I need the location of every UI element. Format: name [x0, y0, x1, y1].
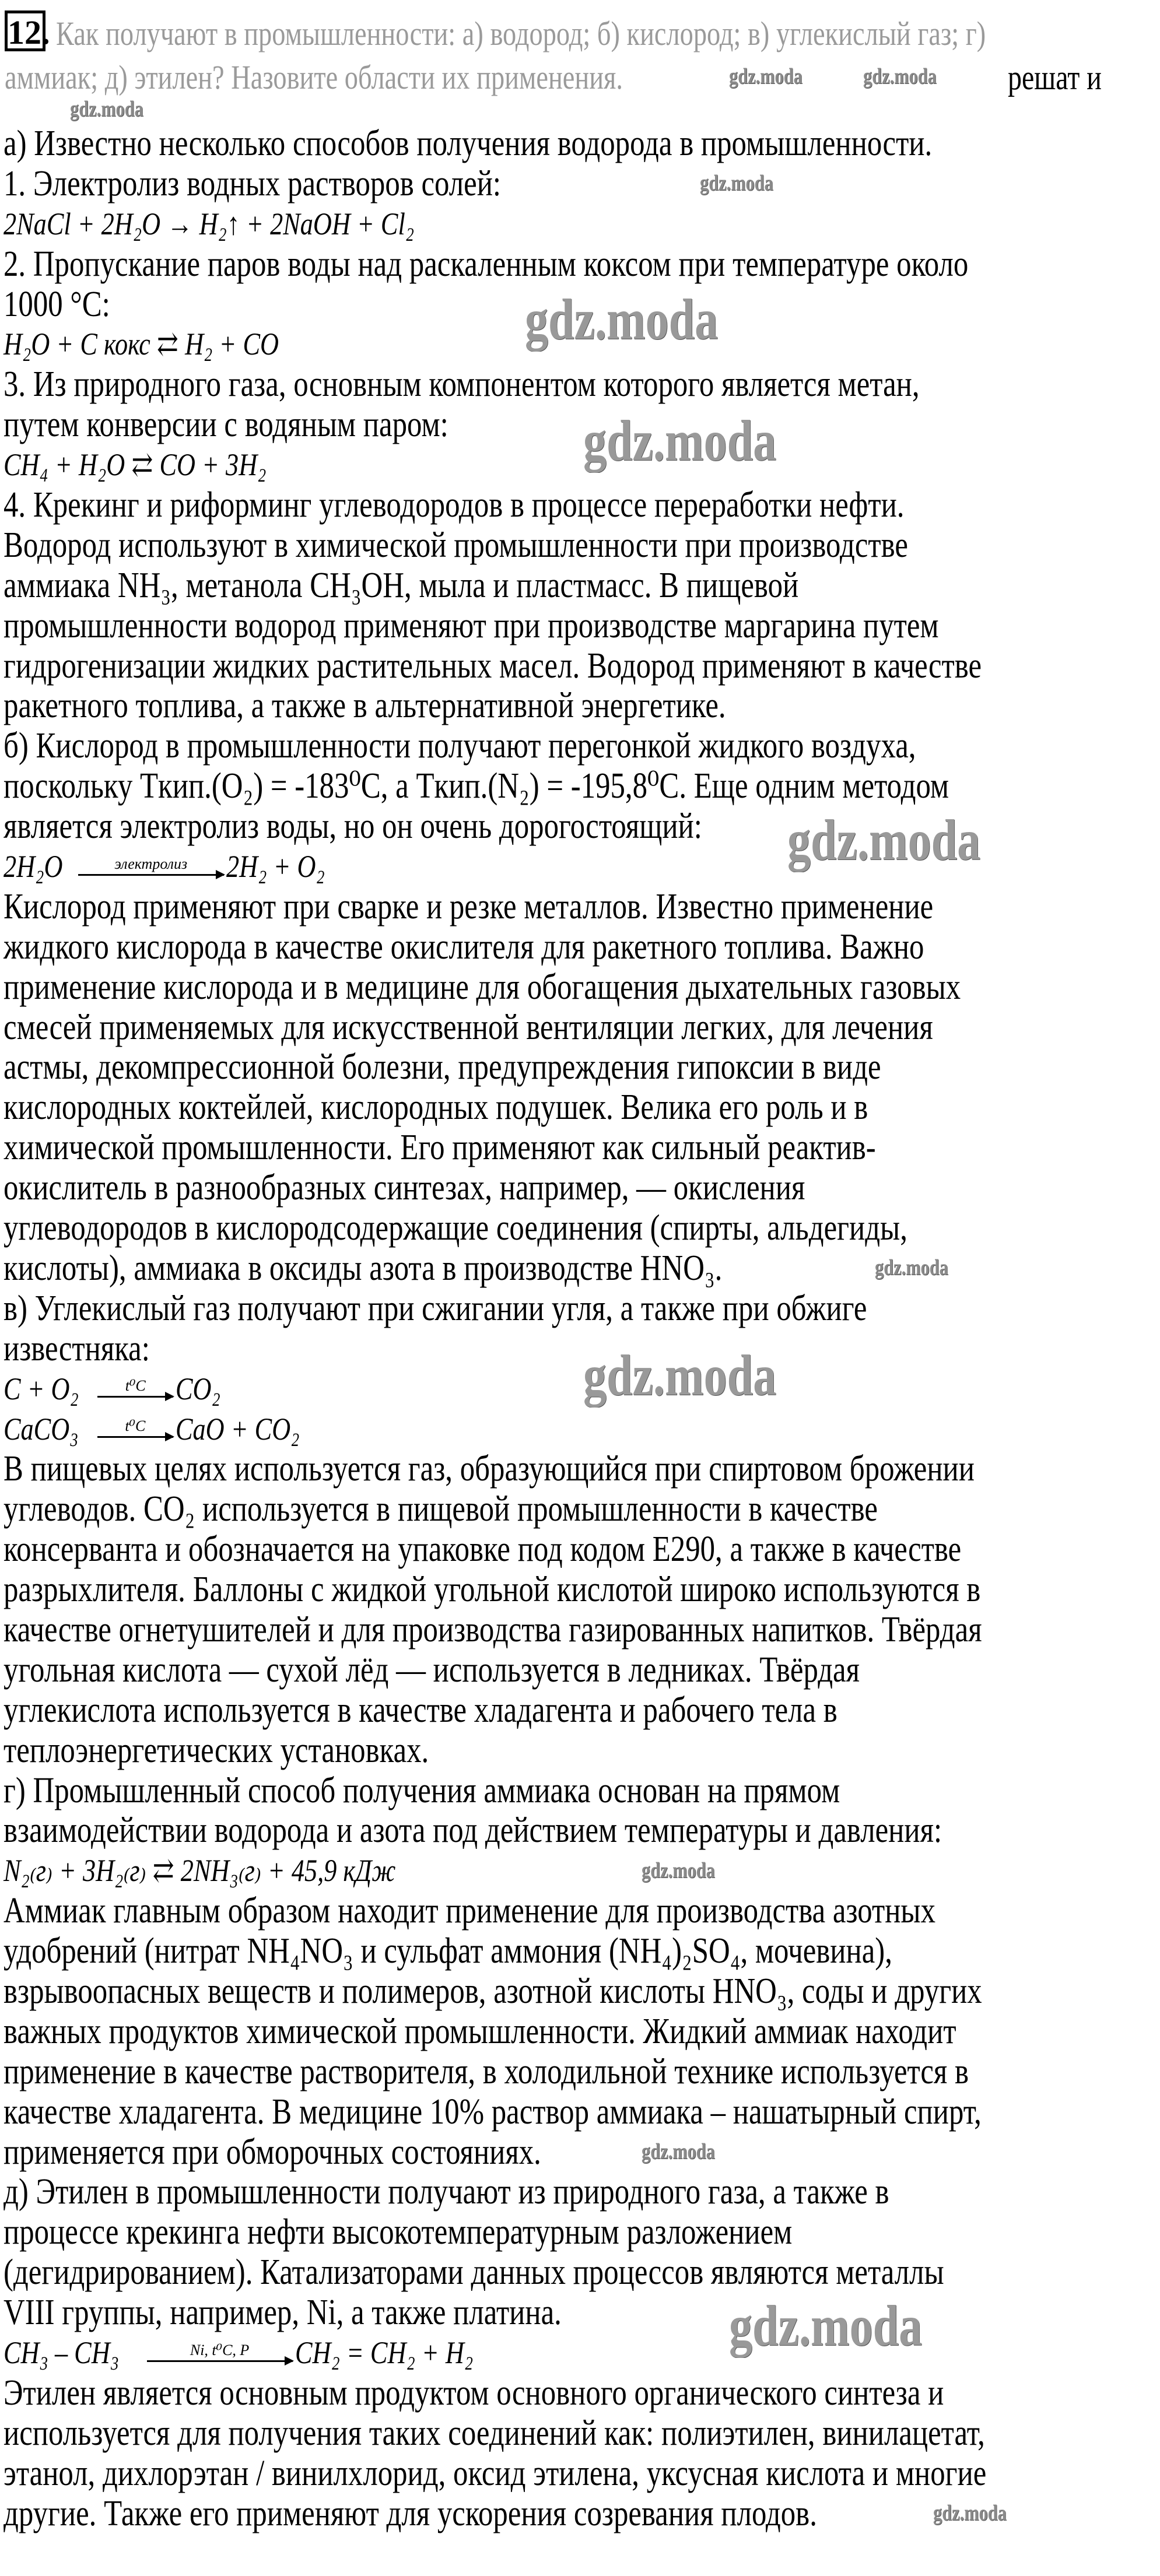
text-line — [3, 1008, 1155, 1048]
text-line — [3, 1047, 1155, 1087]
line-text: Кислород применяют при сварке и резке металлов. Известно применение — [3, 886, 934, 926]
line-text: 1000 °C: — [3, 284, 110, 324]
line-text: угольная кислота — сухой лёд — используется в ледниках. Твёрдая — [3, 1650, 860, 1690]
question-number: 12. — [5, 10, 45, 51]
line-text: Водород используют в химической промышленности при производстве — [3, 525, 908, 565]
reaction-condition: Ni, t⁰C, P — [190, 2341, 250, 2359]
reaction-condition: t⁰C — [125, 1377, 146, 1395]
text-line — [3, 646, 1155, 686]
line-text: взрывоопасных веществ и полимеров, азотной кислоты HNO₃, соды и других — [3, 1971, 982, 2011]
text-line — [3, 887, 1155, 927]
reaction-arrow-icon — [97, 1417, 173, 1441]
text-line — [3, 967, 1155, 1008]
line-text: поскольку Tкип.(O₂) = -183⁰C, а Tкип.(N₂) = -195,8⁰C. Еще одним методом — [3, 766, 949, 806]
text-line — [3, 2012, 1155, 2052]
text-line — [3, 1690, 1155, 1731]
watermark-logo: gdz.moda — [729, 2293, 923, 2358]
line-text: смесей применяемых для искусственной вентиляции легких, для лечения — [3, 1007, 933, 1047]
text-line — [3, 1891, 1155, 1931]
text-line — [3, 244, 1155, 285]
text-line — [3, 2413, 1155, 2454]
line-text: аммиака NH₃, метанола CH₃OH, мыла и пластмасс. В пищевой — [3, 565, 799, 605]
text-line — [3, 566, 1155, 606]
watermark-logo: gdz.moda — [642, 2139, 715, 2164]
line-text: а) Известно несколько способов получения водорода в промышленности. — [3, 124, 933, 163]
line-text: известняка: — [3, 1328, 150, 1368]
watermark-logo: gdz.moda — [863, 64, 937, 89]
text-line — [3, 405, 1155, 445]
line-text: VIII группы, например, Ni, а также платина. — [3, 2293, 562, 2333]
chemical-equation — [3, 204, 1155, 244]
chemical-equation — [3, 445, 1155, 485]
equation-left: C + O₂ — [3, 1371, 79, 1406]
text-line — [3, 1610, 1155, 1650]
text-line — [3, 1570, 1155, 1610]
watermark-logo: gdz.moda — [525, 287, 719, 352]
text-line — [3, 1248, 1155, 1289]
text-line — [3, 2373, 1155, 2413]
text-line — [3, 2172, 1155, 2212]
line-text: промышленности водород применяют при производстве маргарина путем — [3, 605, 939, 645]
text-line — [3, 1529, 1155, 1570]
watermark-logo: gdz.moda — [583, 1343, 777, 1408]
line-text: другие. Также его применяют для ускорения созревания плодов. — [3, 2493, 817, 2533]
reaction-arrow-icon — [78, 855, 224, 879]
watermark-logo: gdz.moda — [787, 808, 981, 872]
line-text: процессе крекинга нефти высокотемпературным разложением — [3, 2212, 793, 2252]
text-line — [3, 2252, 1155, 2293]
text-line — [3, 726, 1155, 766]
overlay-text-artifact: решат и — [1008, 58, 1102, 97]
equation-left: CaCO₃ — [3, 1411, 79, 1447]
line-text: гидрогенизации жидких растительных масел. Водород применяют в качестве — [3, 645, 982, 686]
line-text: д) Этилен в промышленности получают из природного газа, а также в — [3, 2172, 889, 2212]
text-line — [3, 766, 1155, 806]
watermark-logo: gdz.moda — [875, 1255, 948, 1280]
text-line — [3, 806, 1155, 847]
text-line — [3, 1168, 1155, 1208]
equation-left: N₂₍г₎ + 3H₂₍г₎ ⇄ 2NH₃₍г₎ + 45,9 кДж — [3, 1853, 396, 1889]
line-text: углекислота используется в качестве хладагента и рабочего тела в — [3, 1690, 837, 1730]
line-text: взаимодействии водорода и азота под действием температуры и давления: — [3, 1810, 942, 1851]
line-text: в) Углекислый газ получают при сжигании угля, а также при обжиге — [3, 1288, 867, 1328]
text-line — [3, 485, 1155, 525]
equation-right: CH₂ = CH₂ + H₂ — [295, 2335, 473, 2370]
reaction-arrow-icon — [147, 2341, 293, 2365]
text-line — [3, 686, 1155, 726]
line-text: применение в качестве растворителя, в холодильной технике используется в — [3, 2051, 969, 2091]
text-line — [3, 1289, 1155, 1329]
chemical-equation — [3, 1851, 1155, 1891]
line-text: химической промышленности. Его применяют как сильный реактив- — [3, 1128, 876, 1168]
line-text: качестве огнетушителей и для производства газированных напитков. Твёрдая — [3, 1609, 982, 1650]
line-text: углеводов. CO₂ используется в пищевой промышленности в качестве — [3, 1489, 878, 1529]
watermark-logo: gdz.moda — [583, 408, 777, 473]
text-line — [3, 2293, 1155, 2333]
line-text: Этилен является основным продуктом основного органического синтеза и — [3, 2373, 944, 2413]
line-text: используется для получения таких соединений как: полиэтилен, винилацетат, — [3, 2413, 985, 2453]
text-line — [3, 2052, 1155, 2092]
reaction-condition: t⁰C — [125, 1417, 146, 1435]
equation-left: H₂O + C кокс ⇄ H₂ + CO — [3, 327, 279, 362]
line-text: астмы, декомпрессионной болезни, предупреждения гипоксии в виде — [3, 1047, 881, 1087]
text-line — [3, 1731, 1155, 1771]
line-text: важных продуктов химической промышленности. Жидкий аммиак находит — [3, 2011, 956, 2051]
text-line — [3, 1489, 1155, 1529]
equation-right: CaO + CO₂ — [175, 1411, 300, 1447]
watermark-logo: gdz.moda — [933, 2501, 1007, 2525]
line-text: ракетного топлива, а также в альтернативной энергетике. — [3, 686, 726, 726]
line-text: окислитель в разнообразных синтезах, например, — окисления — [3, 1168, 805, 1208]
line-text: удобрений (нитрат NH₄NO₃ и сульфат аммония (NH₄)₂SO₄, мочевина), — [3, 1931, 892, 1971]
text-line — [3, 2132, 1155, 2173]
question-header — [5, 10, 1148, 104]
watermark-logo: gdz.moda — [729, 64, 802, 89]
line-text: г) Промышленный способ получения аммиака основан на прямом — [3, 1770, 840, 1810]
text-line — [3, 1810, 1155, 1851]
chemical-equation — [3, 2333, 1155, 2373]
equation-left: CH₃ – CH₃ — [3, 2335, 120, 2370]
equation-left: 2H₂O — [3, 849, 63, 885]
line-text: 2. Пропускание паров воды над раскаленным коксом при температуре около — [3, 244, 969, 284]
line-text: 1. Электролиз водных растворов солей: — [3, 163, 502, 203]
line-text: применяется при обморочных состояниях. — [3, 2132, 541, 2172]
text-line — [3, 1128, 1155, 1168]
text-line — [3, 606, 1155, 646]
line-text: Аммиак главным образом находит применение для производства азотных — [3, 1891, 935, 1931]
line-text: консерванта и обозначается на упаковке под кодом E290, а также в качестве — [3, 1529, 962, 1570]
text-line — [3, 1449, 1155, 1489]
line-text: кислородных коктейлей, кислородных подушек. Велика его роль и в — [3, 1087, 868, 1128]
text-line — [3, 1771, 1155, 1811]
line-text: путем конверсии с водяным паром: — [3, 405, 448, 445]
text-line — [3, 525, 1155, 566]
text-line — [3, 1650, 1155, 1690]
text-line — [3, 364, 1155, 405]
equation-right: 2H₂ + O₂ — [226, 849, 325, 885]
text-line — [3, 164, 1155, 204]
line-text: В пищевых целях используется газ, образующийся при спиртовом брожении — [3, 1449, 975, 1489]
line-text: теплоэнергетических установках. — [3, 1730, 429, 1770]
line-text: является электролиз воды, но он очень дорогостоящий: — [3, 806, 702, 847]
text-line — [3, 2092, 1155, 2132]
watermark-logo: gdz.moda — [70, 97, 143, 121]
text-line — [3, 2212, 1155, 2252]
text-line — [3, 124, 1155, 164]
line-text: 3. Из природного газа, основным компонентом которого является метан, — [3, 364, 920, 405]
line-text: кислоты), аммиака в оксиды азота в производстве HNO₃. — [3, 1248, 723, 1288]
equation-left: CH₄ + H₂O ⇄ CO + 3H₂ — [3, 447, 267, 483]
text-line — [3, 1971, 1155, 2012]
line-text: б) Кислород в промышленности получают перегонкой жидкого воздуха, — [3, 726, 916, 766]
answer-body — [3, 124, 1155, 2533]
text-line — [3, 1931, 1155, 1971]
line-text: жидкого кислорода в качестве окислителя для ракетного топлива. Важно — [3, 926, 924, 967]
reaction-arrow-icon — [97, 1377, 173, 1401]
watermark-logo: gdz.moda — [700, 171, 773, 195]
line-text: этанол, дихлорэтан / винилхлорид, оксид этилена, уксусная кислота и многие — [3, 2453, 987, 2493]
line-text: 4. Крекинг и риформинг углеводородов в процессе переработки нефти. — [3, 485, 905, 525]
reaction-condition: электролиз — [114, 855, 188, 872]
equation-left: 2NaCl + 2H₂O → H₂↑ + 2NaOH + Cl₂ — [3, 206, 415, 241]
text-line — [3, 1329, 1155, 1369]
watermark-logo: gdz.moda — [642, 1858, 715, 1883]
question-text-line-2: аммиак; д) этилен? Назовите области их применения. — [5, 58, 623, 96]
line-text: применение кислорода и в медицине для обогащения дыхательных газовых — [3, 967, 961, 1007]
chemical-equation — [3, 1409, 1155, 1450]
equation-right: CO₂ — [176, 1371, 221, 1406]
line-text: (дегидрированием). Катализаторами данных процессов являются металлы — [3, 2252, 944, 2293]
chemical-equation — [3, 1369, 1155, 1409]
text-line — [3, 2454, 1155, 2494]
question-text-line-1: Как получают в промышленности: а) водород; б) кислород; в) углекислый газ; г) — [56, 15, 986, 52]
line-text: качестве хладагента. В медицине 10% раствор аммиака – нашатырный спирт, — [3, 2091, 982, 2132]
text-line — [3, 1087, 1155, 1128]
line-text: углеводородов в кислородсодержащие соединения (спирты, альдегиды, — [3, 1208, 907, 1248]
chemical-equation — [3, 847, 1155, 887]
line-text: разрыхлителя. Баллоны с жидкой угольной кислотой широко используются в — [3, 1570, 981, 1610]
text-line — [3, 927, 1155, 967]
text-line — [3, 1208, 1155, 1248]
